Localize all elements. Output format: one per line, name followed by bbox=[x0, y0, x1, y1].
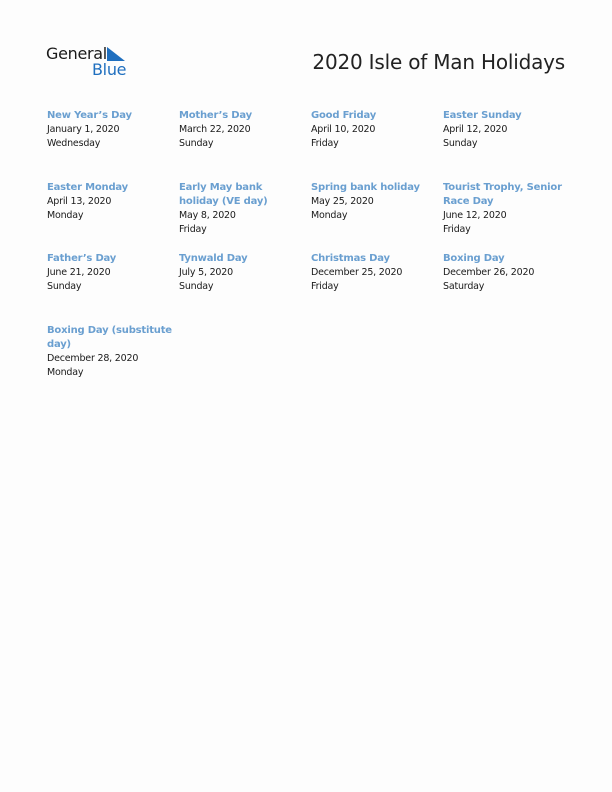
holiday-item bbox=[311, 181, 437, 223]
holiday-weekday: Sunday bbox=[179, 138, 214, 149]
holiday-date: May 8, 2020 bbox=[179, 210, 236, 221]
triangle-flag-icon bbox=[107, 47, 125, 61]
holiday-date: July 5, 2020 bbox=[179, 267, 233, 278]
page-title: 2020 Isle of Man Holidays bbox=[312, 50, 565, 74]
holiday-name: Mother’s Day bbox=[179, 110, 252, 121]
holiday-item bbox=[47, 181, 173, 223]
holiday-date: April 10, 2020 bbox=[311, 124, 376, 135]
holiday-weekday: Friday bbox=[179, 224, 207, 235]
holiday-item bbox=[47, 324, 173, 380]
holiday-item bbox=[179, 252, 305, 294]
holiday-weekday: Saturday bbox=[443, 281, 485, 292]
holiday-weekday: Sunday bbox=[443, 138, 478, 149]
holiday-weekday: Friday bbox=[311, 138, 339, 149]
holiday-date: December 26, 2020 bbox=[443, 267, 535, 278]
holiday-name: Father’s Day bbox=[47, 253, 117, 264]
holiday-item bbox=[443, 252, 569, 294]
brand-logo bbox=[46, 44, 136, 80]
holiday-name: Good Friday bbox=[311, 110, 377, 121]
holiday-item bbox=[179, 109, 305, 151]
holiday-item bbox=[443, 109, 569, 151]
holiday-name: New Year’s Day bbox=[47, 110, 132, 121]
holiday-item bbox=[443, 181, 569, 237]
holiday-weekday: Wednesday bbox=[47, 138, 101, 149]
holiday-date: June 21, 2020 bbox=[47, 267, 111, 278]
holiday-weekday: Friday bbox=[311, 281, 339, 292]
holiday-date: March 22, 2020 bbox=[179, 124, 251, 135]
holiday-name: Spring bank holiday bbox=[311, 182, 420, 193]
holiday-item bbox=[47, 109, 173, 151]
holiday-date: December 25, 2020 bbox=[311, 267, 403, 278]
holiday-date: May 25, 2020 bbox=[311, 196, 374, 207]
logo-text-general: General bbox=[46, 44, 107, 63]
holiday-name: Easter Sunday bbox=[443, 110, 522, 121]
holiday-item bbox=[311, 252, 437, 294]
holiday-weekday: Friday bbox=[443, 224, 471, 235]
holiday-name: Easter Monday bbox=[47, 182, 128, 193]
holiday-date: April 12, 2020 bbox=[443, 124, 508, 135]
holiday-name: Boxing Day (substitute day) bbox=[47, 325, 172, 350]
holiday-name: Tourist Trophy, Senior Race Day bbox=[443, 182, 562, 207]
holiday-date: December 28, 2020 bbox=[47, 353, 139, 364]
holiday-weekday: Monday bbox=[47, 367, 84, 378]
holiday-item bbox=[47, 252, 173, 294]
holiday-name: Early May bank holiday (VE day) bbox=[179, 182, 268, 207]
holiday-weekday: Sunday bbox=[47, 281, 82, 292]
holiday-weekday: Monday bbox=[311, 210, 348, 221]
holiday-weekday: Sunday bbox=[179, 281, 214, 292]
holiday-name: Christmas Day bbox=[311, 253, 390, 264]
holiday-date: January 1, 2020 bbox=[47, 124, 120, 135]
holiday-name: Tynwald Day bbox=[179, 253, 248, 264]
holiday-item bbox=[311, 109, 437, 151]
logo-text-blue: Blue bbox=[92, 60, 127, 79]
holiday-weekday: Monday bbox=[47, 210, 84, 221]
holiday-item bbox=[179, 181, 305, 237]
holiday-date: June 12, 2020 bbox=[443, 210, 507, 221]
holiday-date: April 13, 2020 bbox=[47, 196, 112, 207]
holiday-name: Boxing Day bbox=[443, 253, 505, 264]
